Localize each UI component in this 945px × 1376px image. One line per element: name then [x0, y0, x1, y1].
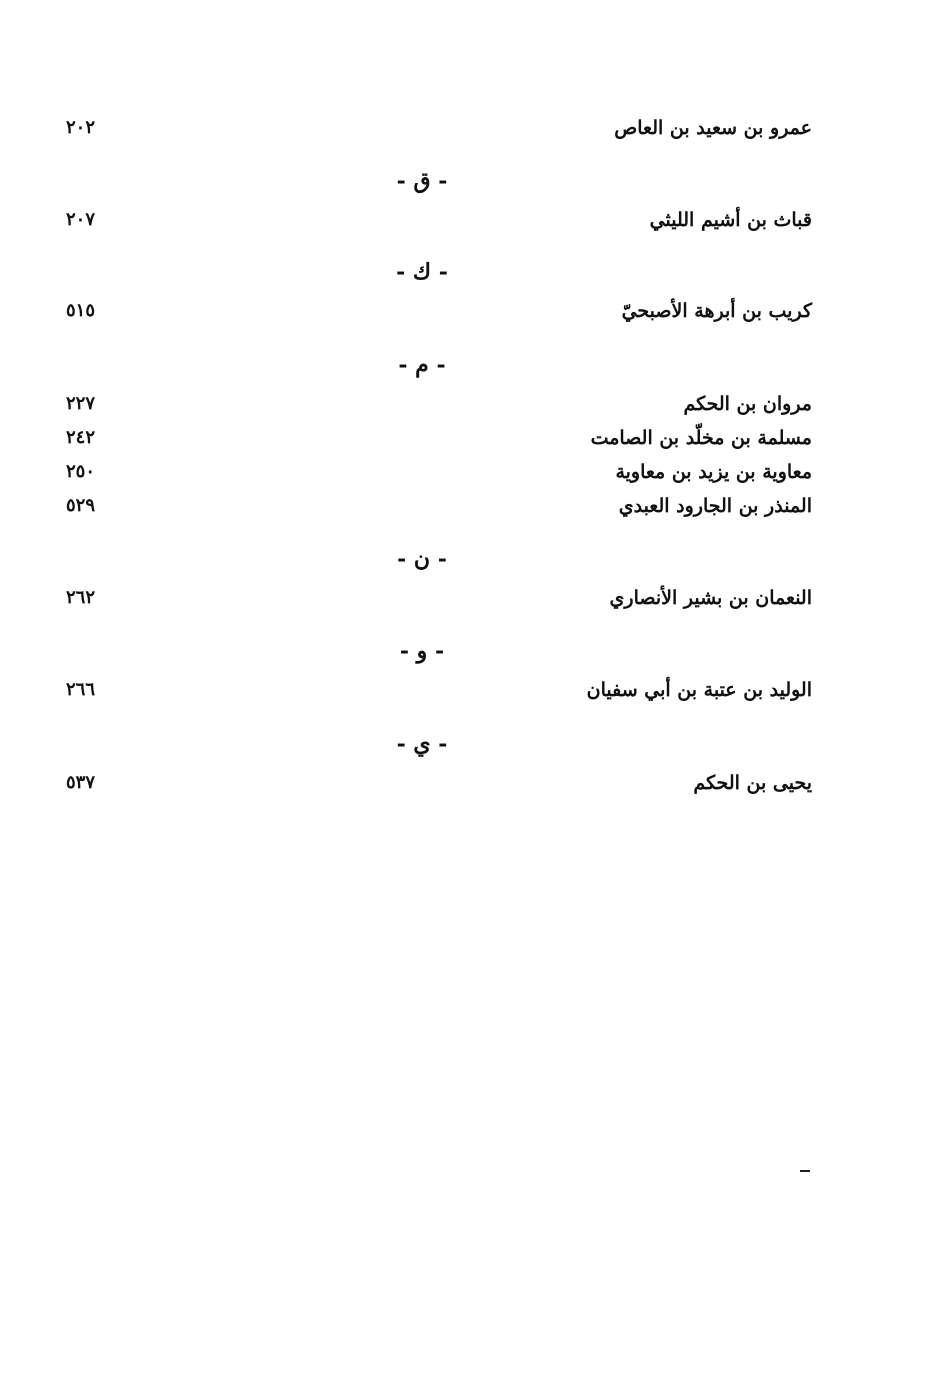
entry-page-number: ٢٦٢: [66, 587, 96, 608]
letter-heading-waw: - و -: [399, 638, 445, 664]
letter-heading-nun: - ن -: [397, 546, 447, 572]
entry-name: الوليد بن عتبة بن أبي سفيان: [586, 679, 812, 701]
entry-page-number: ٥٣٧: [66, 772, 96, 793]
entry-page-number: ٢٠٢: [66, 117, 96, 138]
entry-page-number: ٢٢٧: [66, 393, 96, 414]
entry-page-number: ٥٢٩: [66, 495, 96, 516]
index-entry: [60, 205, 812, 235]
index-entry: [60, 296, 812, 326]
entry-name: مسلمة بن مخلّد بن الصامت: [590, 427, 812, 449]
entry-name: كريب بن أبرهة الأصبحيّ: [621, 300, 812, 322]
index-entry: [60, 491, 812, 521]
index-entry: [60, 457, 812, 487]
entry-name: عمرو بن سعيد بن العاص: [614, 117, 812, 139]
footer-dash-mark: [800, 1170, 810, 1172]
entry-name: المنذر بن الجارود العبدي: [618, 495, 812, 517]
index-entry: [60, 583, 812, 613]
index-entry: [60, 675, 812, 705]
entry-name: النعمان بن بشير الأنصاري: [609, 587, 812, 609]
entry-page-number: ٥١٥: [66, 300, 96, 321]
index-entry: [60, 768, 812, 798]
index-entry: [60, 389, 812, 419]
index-entry: [60, 423, 812, 453]
entry-name: قباث بن أشيم الليثي: [649, 209, 812, 231]
entry-page-number: ٢٦٦: [66, 679, 96, 700]
entry-page-number: ٢٥٠: [66, 461, 96, 482]
entry-name: مروان بن الحكم: [683, 393, 812, 415]
entry-name: يحيى بن الحكم: [693, 772, 812, 794]
letter-heading-kaf: - ك -: [396, 259, 448, 285]
letter-heading-mim: - م -: [398, 352, 446, 378]
entry-page-number: ٢٠٧: [66, 209, 96, 230]
letter-heading-ya: - ي -: [396, 731, 448, 757]
index-entry: [60, 113, 812, 143]
entry-page-number: ٢٤٢: [66, 427, 96, 448]
letter-heading-qaf: - ق -: [396, 168, 448, 194]
entry-name: معاوية بن يزيد بن معاوية: [615, 461, 812, 483]
